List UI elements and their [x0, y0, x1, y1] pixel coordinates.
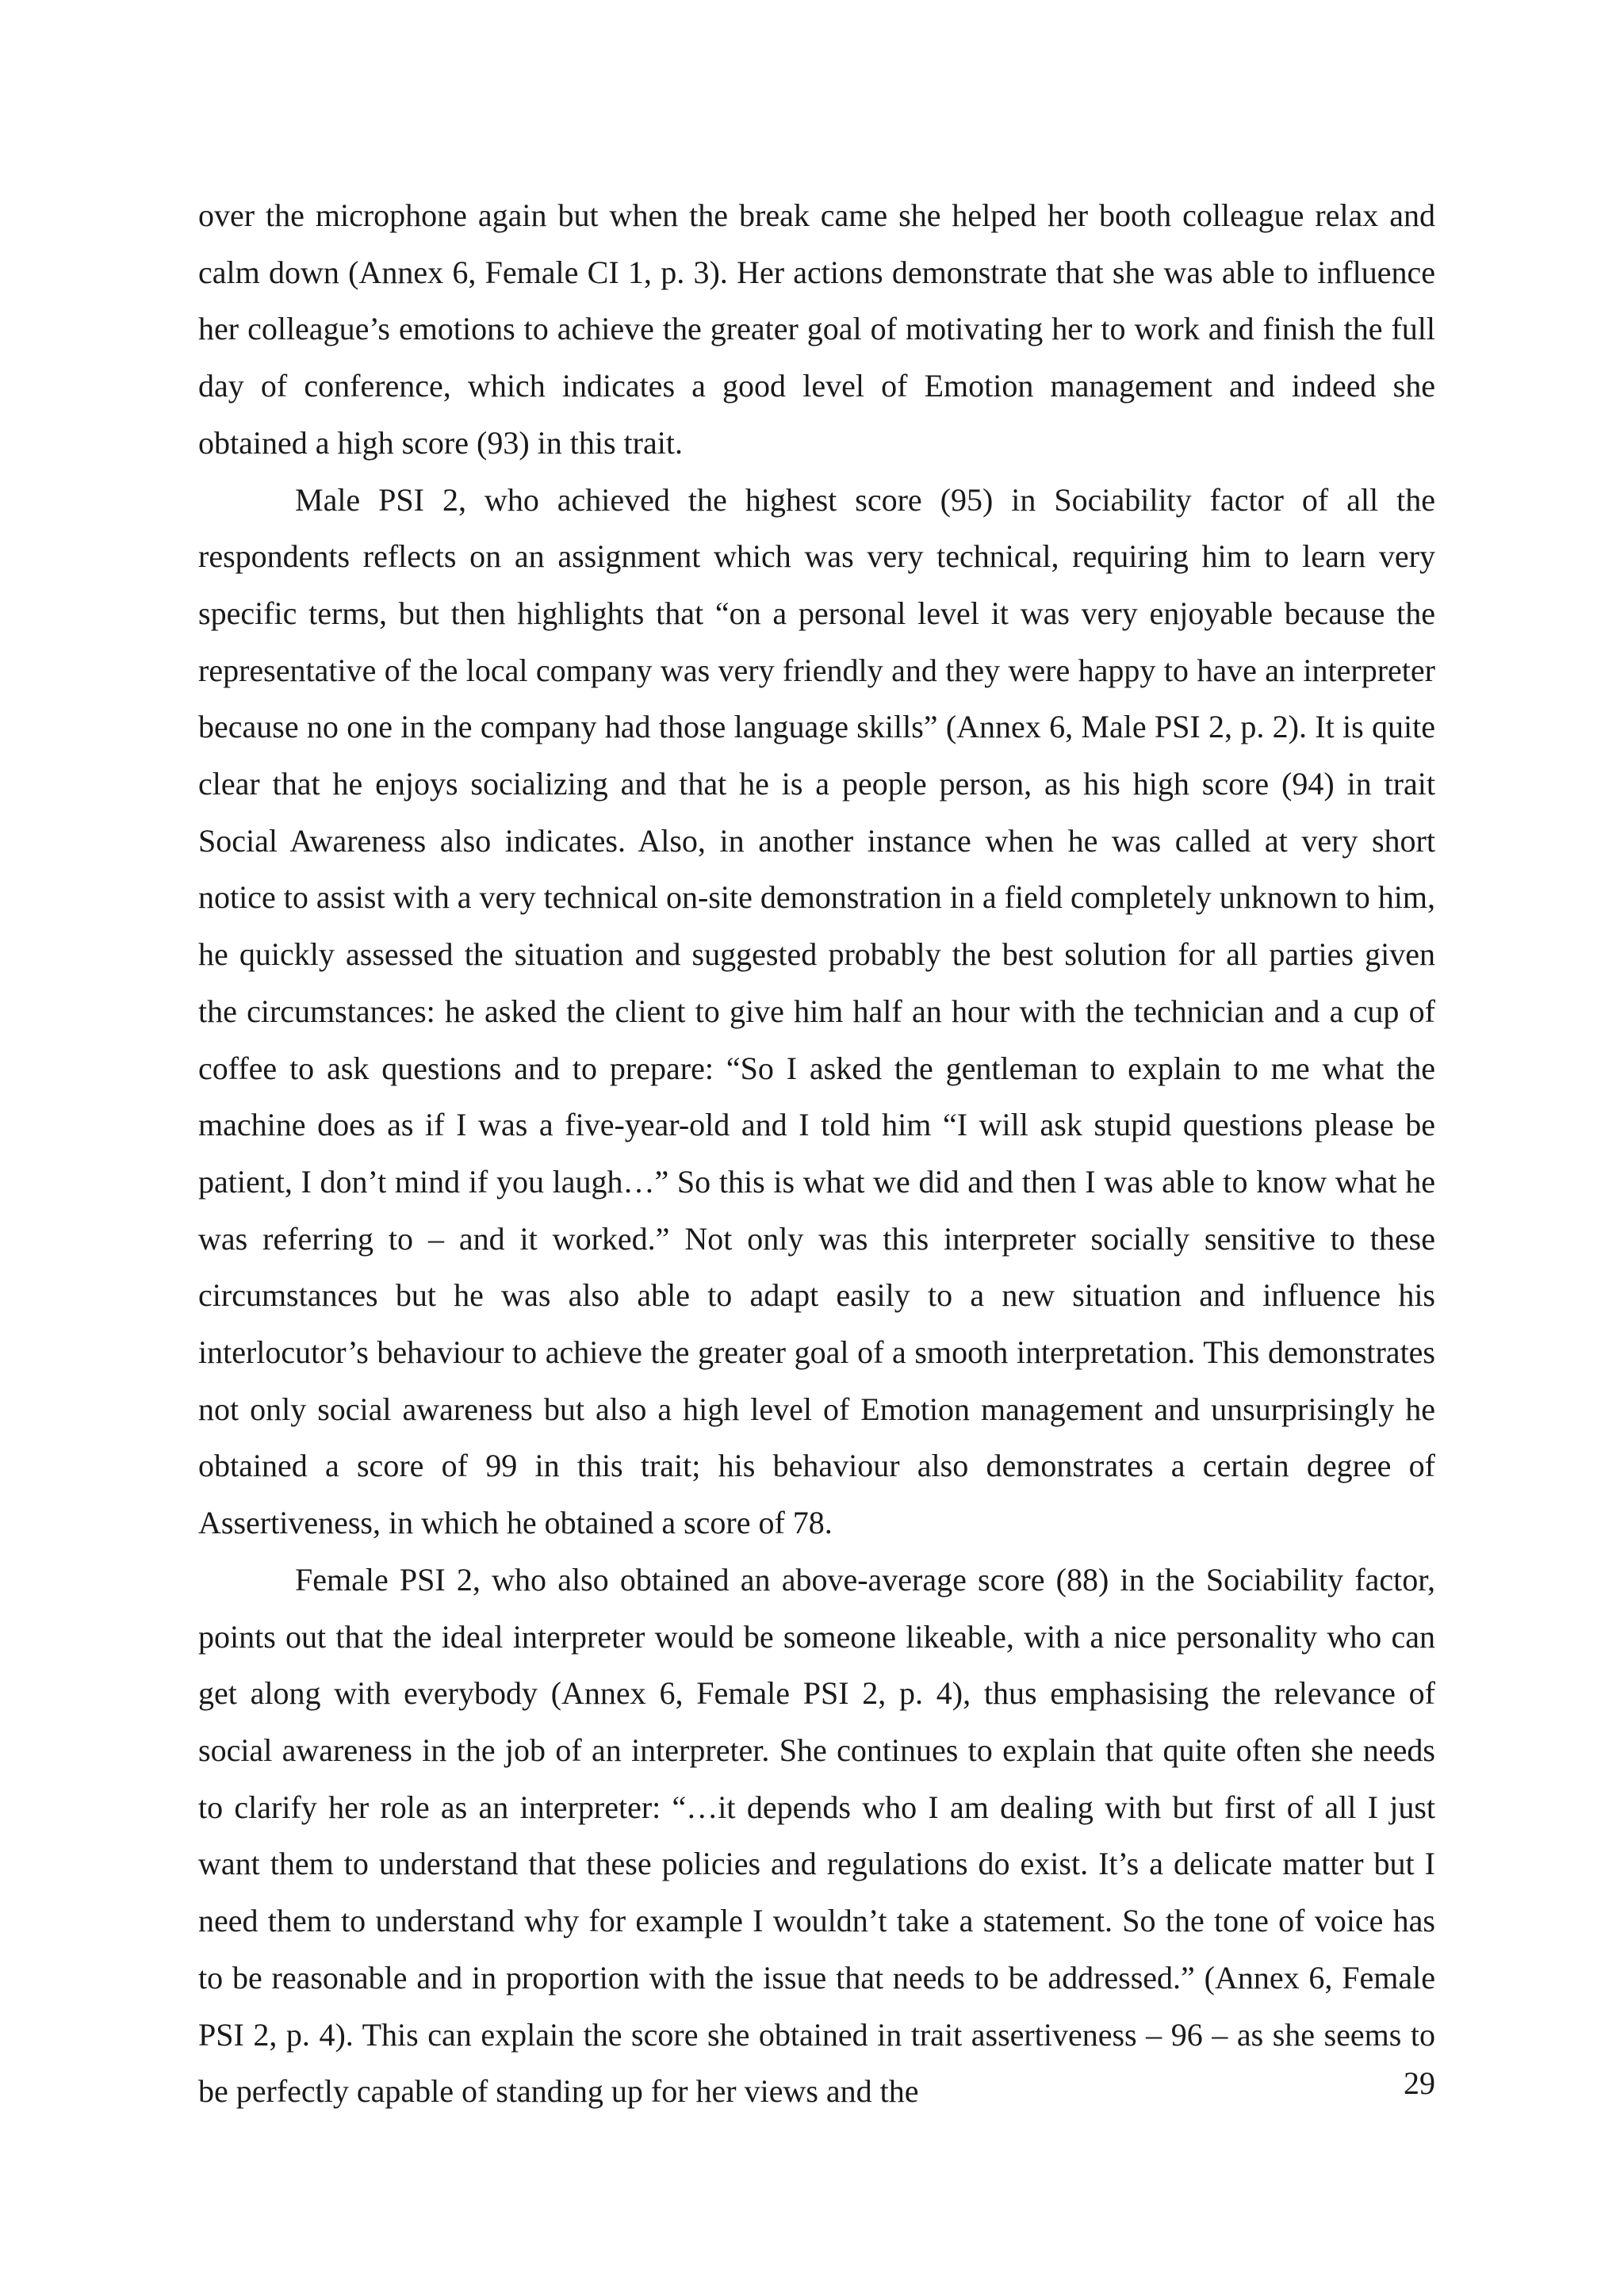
body-text — [198, 187, 1435, 2120]
page-number: 29 — [1404, 2065, 1435, 2101]
paragraph-female-psi-2: Female PSI 2, who also obtained an above-average score (88) in the Sociability factor, points out that the ideal interpreter would be someone likeable, with a nice personality who can get along with everybody (Annex 6, Female PSI 2, p. 4), thus emphasising the relevance of social awareness in the job of an interpreter. She continues to explain that quite often she needs to clarify her role as an interpreter: “…it depends who I am dealing with but first of all I just want them to understand that these policies and regulations do exist. It’s a delicate matter but I need them to understand why for example I wouldn’t take a statement. So the tone of voice has to be reasonable and in proportion with the issue that needs to be addressed.” (Annex 6, Female PSI 2, p. 4). This can explain the score she obtained in trait assertiveness – 96 – as she seems to be perfectly capable of standing up for her views and the — [198, 1561, 1435, 2110]
paragraph-continuation: over the microphone again but when the break came she helped her booth colleague relax and calm down (Annex 6, Female CI 1, p. 3). Her actions demonstrate that she was able to influence her colleague’s emotions to achieve the greater goal of motivating her to work and finish the full day of conference, which indicates a good level of Emotion management and indeed she obtained a high score (93) in this trait. — [198, 197, 1435, 461]
paragraph-male-psi-2: Male PSI 2, who achieved the highest score (95) in Sociability factor of all the respondents reflects on an assignment which was very technical, requiring him to learn very specific terms, but then highlights that “on a personal level it was very enjoyable because the representative of the local company was very friendly and they were happy to have an interpreter because no one in the company had those language skills” (Annex 6, Male PSI 2, p. 2). It is quite clear that he enjoys socializing and that he is a people person, as his high score (94) in trait Social Awareness also indicates. Also, in another instance when he was called at very short notice to assist with a very technical on-site demonstration in a field completely unknown to him, he quickly assessed the situation and suggested probably the best solution for all parties given the circumstances: he asked the client to give him half an hour with the technician and a cup of coffee to ask questions and to prepare: “So I asked the gentleman to explain to me what the machine does as if I was a five-year-old and I told him “I will ask stupid questions please be patient, I don’t mind if you laugh…” So this is what we did and then I was able to know what he was referring to – and it worked.” Not only was this interpreter socially sensitive to these circumstances but he was also able to adapt easily to a new situation and influence his interlocutor’s behaviour to achieve the greater goal of a smooth interpretation. This demonstrates not only social awareness but also a high level of Emotion management and unsurprisingly he obtained a score of 99 in this trait; his behaviour also demonstrates a certain degree of Assertiveness, in which he obtained a score of 78. — [198, 481, 1435, 1541]
